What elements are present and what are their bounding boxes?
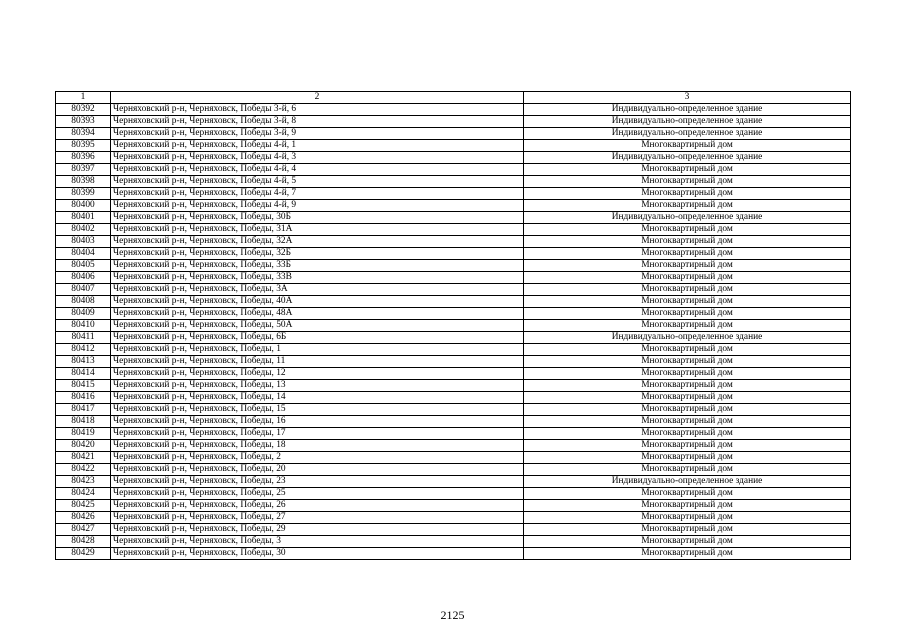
row-id-cell: 80420 xyxy=(56,440,111,452)
row-id-cell: 80406 xyxy=(56,272,111,284)
row-id-cell: 80404 xyxy=(56,248,111,260)
row-type-cell: Многоквартирный дом xyxy=(524,224,851,236)
row-address-cell: Черняховский р-н, Черняховск, Победы, 6Б xyxy=(111,332,524,344)
row-id-cell: 80393 xyxy=(56,116,111,128)
table-row xyxy=(56,116,851,128)
table-row xyxy=(56,380,851,392)
table-row xyxy=(56,500,851,512)
row-address-cell: Черняховский р-н, Черняховск, Победы, 12 xyxy=(111,368,524,380)
row-type-cell: Многоквартирный дом xyxy=(524,284,851,296)
table-row xyxy=(56,284,851,296)
row-type-cell: Многоквартирный дом xyxy=(524,404,851,416)
row-id-cell: 80396 xyxy=(56,152,111,164)
row-address-cell: Черняховский р-н, Черняховск, Победы 4-й, 1 xyxy=(111,140,524,152)
row-type-cell: Многоквартирный дом xyxy=(524,380,851,392)
row-type-cell: Многоквартирный дом xyxy=(524,428,851,440)
row-type-cell: Многоквартирный дом xyxy=(524,320,851,332)
row-address-cell: Черняховский р-н, Черняховск, Победы, 33В xyxy=(111,272,524,284)
table-row xyxy=(56,536,851,548)
row-address-cell: Черняховский р-н, Черняховск, Победы, 31А xyxy=(111,224,524,236)
row-id-cell: 80418 xyxy=(56,416,111,428)
row-address-cell: Черняховский р-н, Черняховск, Победы 3-й, 9 xyxy=(111,128,524,140)
row-type-cell: Многоквартирный дом xyxy=(524,440,851,452)
row-type-cell: Многоквартирный дом xyxy=(524,248,851,260)
row-address-cell: Черняховский р-н, Черняховск, Победы 4-й, 3 xyxy=(111,152,524,164)
row-type-cell: Многоквартирный дом xyxy=(524,272,851,284)
row-address-cell: Черняховский р-н, Черняховск, Победы, 3А xyxy=(111,284,524,296)
table-row xyxy=(56,248,851,260)
row-id-cell: 80400 xyxy=(56,200,111,212)
row-id-cell: 80426 xyxy=(56,512,111,524)
row-id-cell: 80416 xyxy=(56,392,111,404)
row-type-cell: Многоквартирный дом xyxy=(524,308,851,320)
row-address-cell: Черняховский р-н, Черняховск, Победы, 15 xyxy=(111,404,524,416)
registry-table xyxy=(55,91,851,560)
row-address-cell: Черняховский р-н, Черняховск, Победы, 23 xyxy=(111,476,524,488)
row-address-cell: Черняховский р-н, Черняховск, Победы, 30 xyxy=(111,548,524,560)
table-row xyxy=(56,296,851,308)
row-type-cell: Многоквартирный дом xyxy=(524,296,851,308)
row-type-cell: Индивидуально-определенное здание xyxy=(524,128,851,140)
row-type-cell: Многоквартирный дом xyxy=(524,536,851,548)
row-id-cell: 80421 xyxy=(56,452,111,464)
row-id-cell: 80405 xyxy=(56,260,111,272)
row-type-cell: Индивидуально-определенное здание xyxy=(524,332,851,344)
row-address-cell: Черняховский р-н, Черняховск, Победы, 40А xyxy=(111,296,524,308)
row-type-cell: Многоквартирный дом xyxy=(524,356,851,368)
table-row xyxy=(56,104,851,116)
row-type-cell: Многоквартирный дом xyxy=(524,188,851,200)
table-row xyxy=(56,524,851,536)
row-id-cell: 80402 xyxy=(56,224,111,236)
row-id-cell: 80427 xyxy=(56,524,111,536)
row-id-cell: 80412 xyxy=(56,344,111,356)
row-type-cell: Индивидуально-определенное здание xyxy=(524,212,851,224)
table-row xyxy=(56,404,851,416)
row-address-cell: Черняховский р-н, Черняховск, Победы 4-й, 5 xyxy=(111,176,524,188)
table-row xyxy=(56,344,851,356)
table-row xyxy=(56,176,851,188)
row-address-cell: Черняховский р-н, Черняховск, Победы, 25 xyxy=(111,488,524,500)
row-id-cell: 80397 xyxy=(56,164,111,176)
row-id-cell: 80419 xyxy=(56,428,111,440)
row-address-cell: Черняховский р-н, Черняховск, Победы, 1 xyxy=(111,344,524,356)
row-type-cell: Многоквартирный дом xyxy=(524,140,851,152)
row-id-cell: 80422 xyxy=(56,464,111,476)
row-id-cell: 80417 xyxy=(56,404,111,416)
table-row xyxy=(56,488,851,500)
table-header xyxy=(56,92,851,104)
row-id-cell: 80410 xyxy=(56,320,111,332)
table-row xyxy=(56,356,851,368)
table-row xyxy=(56,512,851,524)
row-type-cell: Индивидуально-определенное здание xyxy=(524,104,851,116)
row-address-cell: Черняховский р-н, Черняховск, Победы, 14 xyxy=(111,392,524,404)
row-id-cell: 80398 xyxy=(56,176,111,188)
table-row xyxy=(56,164,851,176)
table-row xyxy=(56,200,851,212)
table-row xyxy=(56,308,851,320)
row-type-cell: Многоквартирный дом xyxy=(524,368,851,380)
row-address-cell: Черняховский р-н, Черняховск, Победы, 17 xyxy=(111,428,524,440)
column-header-2: 2 xyxy=(111,92,524,104)
row-id-cell: 80403 xyxy=(56,236,111,248)
row-address-cell: Черняховский р-н, Черняховск, Победы, 13 xyxy=(111,380,524,392)
row-id-cell: 80395 xyxy=(56,140,111,152)
table-row xyxy=(56,392,851,404)
row-address-cell: Черняховский р-н, Черняховск, Победы, 32А xyxy=(111,236,524,248)
table-row xyxy=(56,152,851,164)
table-body xyxy=(56,104,851,560)
table-row xyxy=(56,416,851,428)
row-type-cell: Многоквартирный дом xyxy=(524,500,851,512)
row-id-cell: 80408 xyxy=(56,296,111,308)
row-address-cell: Черняховский р-н, Черняховск, Победы 4-й, 7 xyxy=(111,188,524,200)
row-id-cell: 80425 xyxy=(56,500,111,512)
row-address-cell: Черняховский р-н, Черняховск, Победы, 3 xyxy=(111,536,524,548)
row-address-cell: Черняховский р-н, Черняховск, Победы 4-й, 4 xyxy=(111,164,524,176)
table-row xyxy=(56,260,851,272)
row-id-cell: 80423 xyxy=(56,476,111,488)
row-type-cell: Индивидуально-определенное здание xyxy=(524,116,851,128)
row-type-cell: Многоквартирный дом xyxy=(524,488,851,500)
column-header-1: 1 xyxy=(56,92,111,104)
row-address-cell: Черняховский р-н, Черняховск, Победы, 2 xyxy=(111,452,524,464)
table-row xyxy=(56,236,851,248)
row-id-cell: 80411 xyxy=(56,332,111,344)
table-row xyxy=(56,224,851,236)
row-type-cell: Многоквартирный дом xyxy=(524,164,851,176)
row-type-cell: Индивидуально-определенное здание xyxy=(524,152,851,164)
table-row xyxy=(56,476,851,488)
row-address-cell: Черняховский р-н, Черняховск, Победы, 50А xyxy=(111,320,524,332)
row-type-cell: Многоквартирный дом xyxy=(524,464,851,476)
row-type-cell: Индивидуально-определенное здание xyxy=(524,476,851,488)
row-id-cell: 80429 xyxy=(56,548,111,560)
row-address-cell: Черняховский р-н, Черняховск, Победы 3-й, 8 xyxy=(111,116,524,128)
row-type-cell: Многоквартирный дом xyxy=(524,236,851,248)
row-address-cell: Черняховский р-н, Черняховск, Победы, 11 xyxy=(111,356,524,368)
row-id-cell: 80424 xyxy=(56,488,111,500)
row-id-cell: 80413 xyxy=(56,356,111,368)
row-type-cell: Многоквартирный дом xyxy=(524,452,851,464)
table-row xyxy=(56,272,851,284)
row-type-cell: Многоквартирный дом xyxy=(524,548,851,560)
row-address-cell: Черняховский р-н, Черняховск, Победы, 18 xyxy=(111,440,524,452)
row-id-cell: 80428 xyxy=(56,536,111,548)
table-row xyxy=(56,464,851,476)
row-address-cell: Черняховский р-н, Черняховск, Победы, 26 xyxy=(111,500,524,512)
table-row xyxy=(56,212,851,224)
table-row xyxy=(56,428,851,440)
page-number: 2125 xyxy=(440,608,465,622)
table-row xyxy=(56,548,851,560)
row-type-cell: Многоквартирный дом xyxy=(524,260,851,272)
row-id-cell: 80392 xyxy=(56,104,111,116)
table-row xyxy=(56,140,851,152)
row-id-cell: 80415 xyxy=(56,380,111,392)
row-id-cell: 80399 xyxy=(56,188,111,200)
table-row xyxy=(56,452,851,464)
table-row xyxy=(56,368,851,380)
row-id-cell: 80414 xyxy=(56,368,111,380)
table-row xyxy=(56,320,851,332)
row-address-cell: Черняховский р-н, Черняховск, Победы, 20 xyxy=(111,464,524,476)
row-address-cell: Черняховский р-н, Черняховск, Победы, 27 xyxy=(111,512,524,524)
row-id-cell: 80409 xyxy=(56,308,111,320)
row-id-cell: 80394 xyxy=(56,128,111,140)
row-id-cell: 80407 xyxy=(56,284,111,296)
row-address-cell: Черняховский р-н, Черняховск, Победы, 30Б xyxy=(111,212,524,224)
row-address-cell: Черняховский р-н, Черняховск, Победы, 29 xyxy=(111,524,524,536)
row-type-cell: Многоквартирный дом xyxy=(524,524,851,536)
row-type-cell: Многоквартирный дом xyxy=(524,512,851,524)
row-address-cell: Черняховский р-н, Черняховск, Победы, 48А xyxy=(111,308,524,320)
row-type-cell: Многоквартирный дом xyxy=(524,176,851,188)
row-address-cell: Черняховский р-н, Черняховск, Победы, 32Б xyxy=(111,248,524,260)
row-address-cell: Черняховский р-н, Черняховск, Победы, 16 xyxy=(111,416,524,428)
row-type-cell: Многоквартирный дом xyxy=(524,200,851,212)
column-header-3: 3 xyxy=(524,92,851,104)
row-address-cell: Черняховский р-н, Черняховск, Победы 4-й, 9 xyxy=(111,200,524,212)
row-type-cell: Многоквартирный дом xyxy=(524,344,851,356)
table-row xyxy=(56,440,851,452)
table-row xyxy=(56,128,851,140)
row-address-cell: Черняховский р-н, Черняховск, Победы 3-й, 6 xyxy=(111,104,524,116)
header-row xyxy=(56,92,851,104)
row-id-cell: 80401 xyxy=(56,212,111,224)
table-row xyxy=(56,188,851,200)
row-address-cell: Черняховский р-н, Черняховск, Победы, 33Б xyxy=(111,260,524,272)
table-row xyxy=(56,332,851,344)
row-type-cell: Многоквартирный дом xyxy=(524,416,851,428)
row-type-cell: Многоквартирный дом xyxy=(524,392,851,404)
